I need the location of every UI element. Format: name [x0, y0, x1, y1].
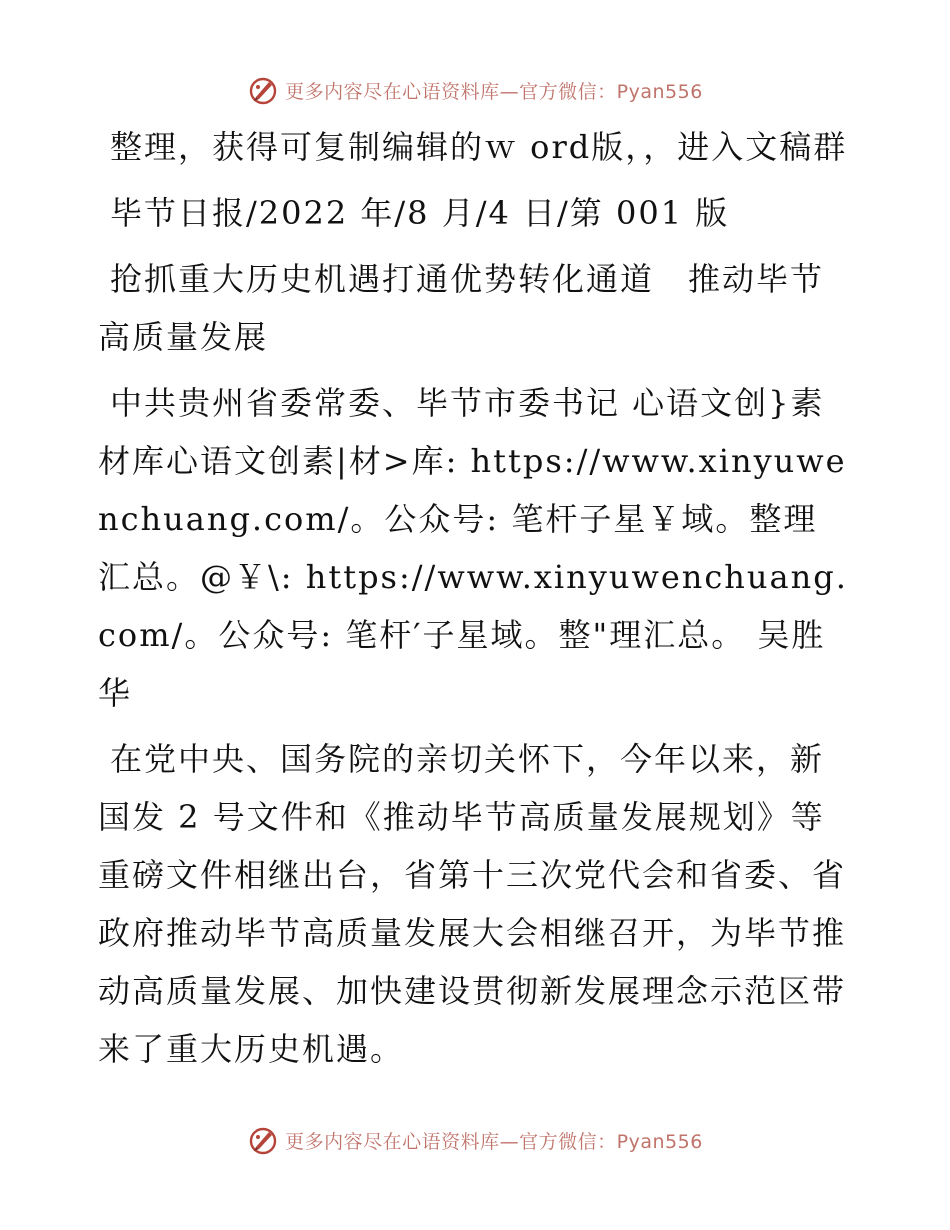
quill-pen-logo-icon [247, 74, 279, 106]
watermark-text: 更多内容尽在心语资料库—官方微信：Pyan556 [285, 80, 703, 103]
watermark-text: 更多内容尽在心语资料库—官方微信：Pyan556 [285, 1130, 703, 1153]
bottom-watermark-banner [0, 1120, 950, 1160]
document-body [98, 118, 850, 1078]
quill-pen-logo-icon [247, 1124, 279, 1156]
intro-paragraph: 整理，获得可复制编辑的ｗ ord版，，进入文稿群 [110, 128, 848, 166]
body-paragraph: 在党中央、国务院的亲切关怀下，今年以来，新国发 2 号文件和《推动毕节高质量发展规划》等重磅文件相继出台，省第十三次党代会和省委、省政府推动毕节高质量发展大会相继召开，为毕节推动高质量发展、加快建设贯彻新发展理念示范区带来了重大历史机遇。 [98, 740, 847, 1068]
source-line: 毕节日报/2022 年/8 月/4 日/第 001 版 [110, 194, 730, 232]
top-watermark-banner [0, 70, 950, 110]
author-line: 中共贵州省委常委、毕节市委书记 心语文创}素材库心语文创素|材>库: https://www.xinyuwenchuang.com/。公众号: 笔杆子星￥域。整理汇总。@￥\: https://www.xinyuwenchuang.com/。公众号: 笔杆′子星域。整"理汇总。 吴胜华 [98, 384, 848, 712]
article-title: 抢抓重大历史机遇打通优势转化通道 推动毕节高质量发展 [98, 260, 825, 356]
